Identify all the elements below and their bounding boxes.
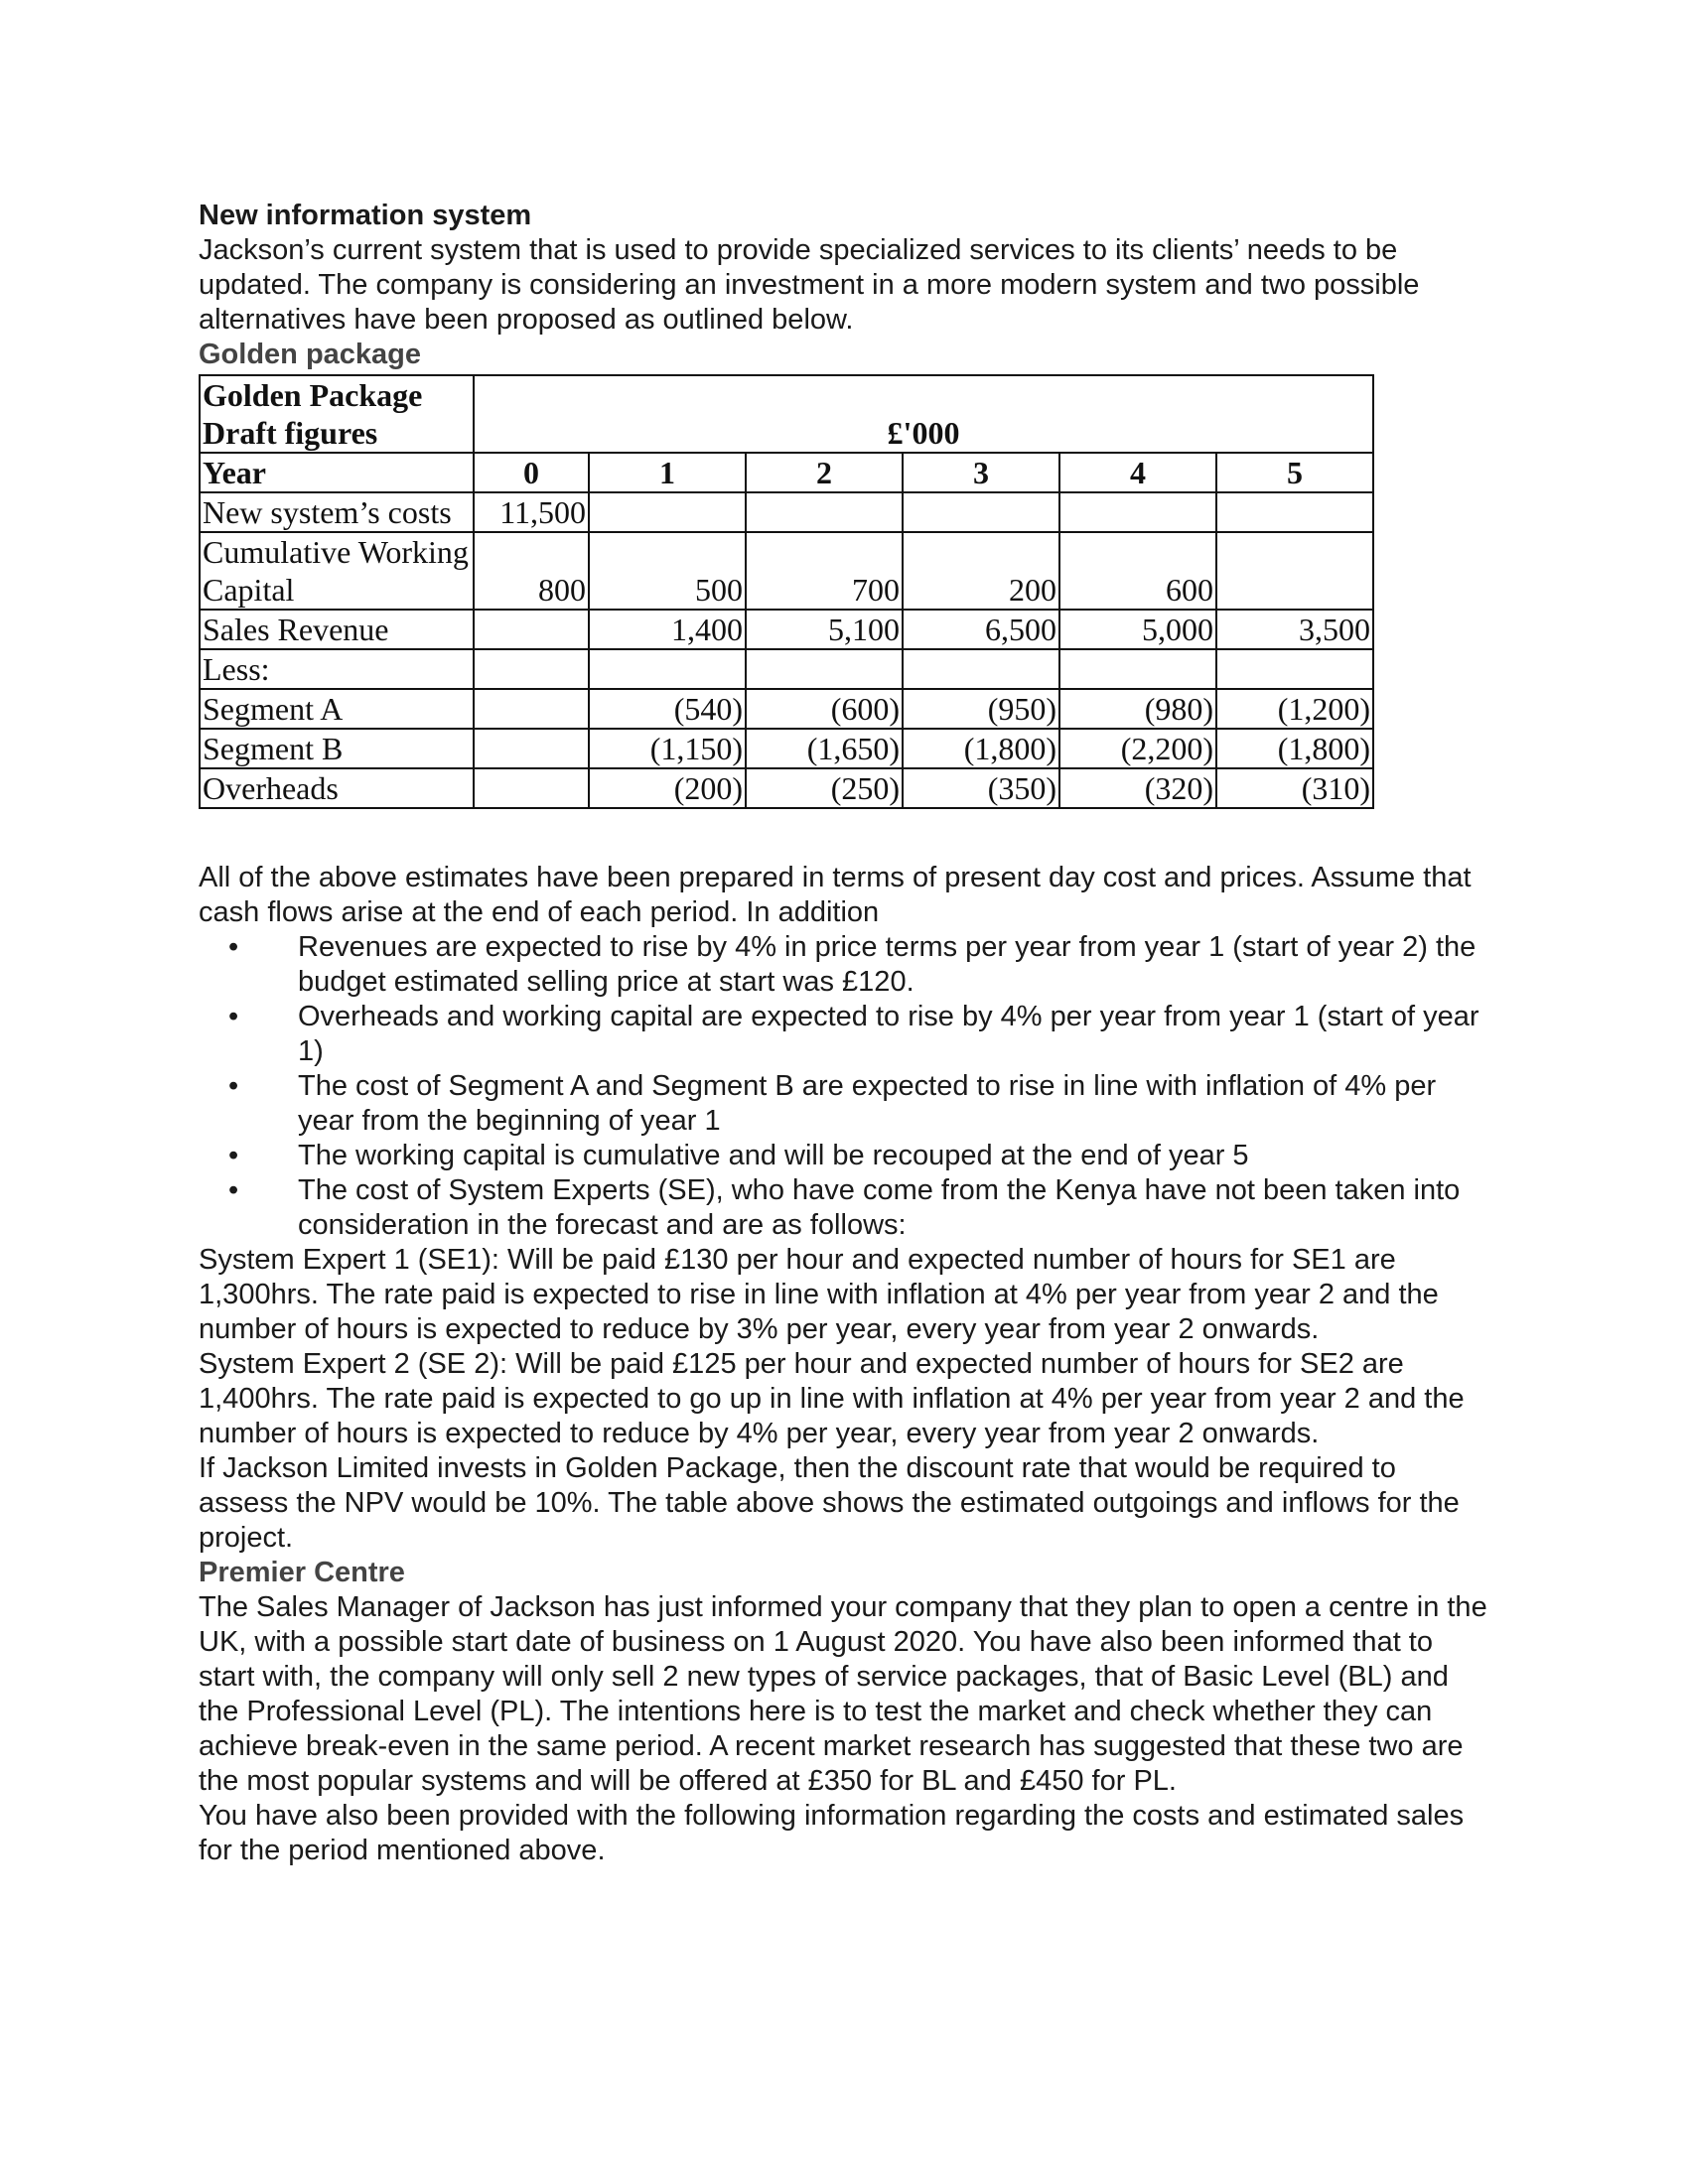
table-cell: 11,500: [474, 492, 589, 532]
se2-paragraph: System Expert 2 (SE 2): Will be paid £125 per hour and expected number of hours for SE2 are 1,400hrs. The rate paid is expected to go up in line with inflation at 4% per year from year 2 and the number of hours is expected to reduce by 4% per year, every year from year 2 onwards.: [199, 1348, 1465, 1449]
table-cell: [589, 649, 746, 689]
year-label: Year: [200, 453, 474, 492]
row-label: Segment A: [200, 689, 474, 729]
table-cell: 500: [589, 532, 746, 610]
table-cell: [474, 649, 589, 689]
table-row: [200, 649, 1373, 689]
table-title-line1: Golden Package: [203, 377, 423, 413]
table-cell: 3,500: [1216, 610, 1373, 649]
assumptions-list: [199, 930, 1489, 1243]
table-row: [200, 532, 1373, 610]
table-cell: (980): [1059, 689, 1216, 729]
list-item: • The working capital is cumulative and will be recouped at the end of year 5: [199, 1139, 1489, 1173]
table-row: [200, 492, 1373, 532]
table-row: [200, 689, 1373, 729]
table-cell: 600: [1059, 532, 1216, 610]
table-title-row: [200, 375, 1373, 453]
list-item: • The cost of Segment A and Segment B are expected to rise in line with inflation of 4% per year from the beginning of year 1: [199, 1069, 1489, 1139]
row-label: Segment B: [200, 729, 474, 768]
table-cell: (1,200): [1216, 689, 1373, 729]
table-cell: [903, 492, 1059, 532]
list-item: • Overheads and working capital are expected to rise by 4% per year from year 1 (start of year 1): [199, 1000, 1489, 1069]
table-cell: (600): [746, 689, 903, 729]
table-cell: (950): [903, 689, 1059, 729]
table-cell: (1,800): [903, 729, 1059, 768]
table-cell: [1216, 492, 1373, 532]
table-cell: [474, 689, 589, 729]
row-label: Sales Revenue: [200, 610, 474, 649]
table-cell: (1,650): [746, 729, 903, 768]
table-cell: [474, 768, 589, 808]
premier-centre-heading: Premier Centre: [199, 1557, 405, 1588]
table-cell: (200): [589, 768, 746, 808]
npv-paragraph: If Jackson Limited invests in Golden Package, then the discount rate that would be required to assess the NPV would be 10%. The table above shows the estimated outgoings and inflows for the project.: [199, 1452, 1460, 1554]
table-unit-cell: £'000: [474, 375, 1373, 453]
table-cell: [1059, 649, 1216, 689]
table-cell: (350): [903, 768, 1059, 808]
final-paragraph: You have also been provided with the following information regarding the costs and estimated sales for the period mentioned above.: [199, 1800, 1465, 1866]
table-row: [200, 729, 1373, 768]
table-cell: (1,800): [1216, 729, 1373, 768]
table-cell: [474, 729, 589, 768]
row-label: Less:: [200, 649, 474, 689]
table-cell: 700: [746, 532, 903, 610]
table-title-cell: [200, 375, 474, 453]
list-item: • Revenues are expected to rise by 4% in price terms per year from year 1 (start of year 2) the budget estimated selling price at start was £120.: [199, 930, 1489, 1000]
table-cell: [1216, 532, 1373, 610]
table-cell: [1216, 649, 1373, 689]
table-cell: (1,150): [589, 729, 746, 768]
table-cell: (320): [1059, 768, 1216, 808]
year-header: 1: [589, 453, 746, 492]
year-header: 5: [1216, 453, 1373, 492]
row-label: Cumulative Working Capital: [200, 532, 474, 610]
table-cell: 1,400: [589, 610, 746, 649]
table-cell: (310): [1216, 768, 1373, 808]
table-cell: [746, 492, 903, 532]
table-cell: (250): [746, 768, 903, 808]
year-header: 4: [1059, 453, 1216, 492]
table-cell: [1059, 492, 1216, 532]
table-cell: 200: [903, 532, 1059, 610]
table-cell: (2,200): [1059, 729, 1216, 768]
premier-paragraph: The Sales Manager of Jackson has just informed your company that they plan to open a centre in the UK, with a possible start date of business on 1 August 2020. You have also been informed that to start with, the company will only sell 2 new types of service packages, that of Basic Level (BL) and the Professional Level (PL). The intentions here is to test the market and check whether they can achieve break-even in the same period. A recent market research has suggested that these two are the most popular systems and will be offered at £350 for BL and £450 for PL.: [199, 1591, 1487, 1797]
intro-paragraph: Jackson’s current system that is used to provide specialized services to its clients’ needs to be updated. The company is considering an investment in a more modern system and two possible alternatives have been proposed as outlined below.: [199, 234, 1420, 336]
se1-paragraph: System Expert 1 (SE1): Will be paid £130 per hour and expected number of hours for SE1 are 1,300hrs. The rate paid is expected to rise in line with inflation at 4% per year from year 2 and the number of hours is expected to reduce by 3% per year, every year from year 2 onwards.: [199, 1244, 1439, 1345]
year-header: 2: [746, 453, 903, 492]
table-cell: [746, 649, 903, 689]
table-row: [200, 768, 1373, 808]
section-heading: New information system: [199, 200, 532, 231]
list-item: • The cost of System Experts (SE), who have come from the Kenya have not been taken into consideration in the forecast and are as follows:: [199, 1173, 1489, 1243]
golden-package-table: [199, 374, 1374, 809]
table-cell: 6,500: [903, 610, 1059, 649]
row-label: New system’s costs: [200, 492, 474, 532]
golden-package-heading: Golden package: [199, 339, 422, 370]
table-cell: (540): [589, 689, 746, 729]
document-page: [199, 199, 1489, 1868]
table-cell: 800: [474, 532, 589, 610]
table-cell: [903, 649, 1059, 689]
table-year-row: [200, 453, 1373, 492]
table-row: [200, 610, 1373, 649]
year-header: 3: [903, 453, 1059, 492]
row-label: Overheads: [200, 768, 474, 808]
table-cell: [589, 492, 746, 532]
table-title-line2: Draft figures: [203, 415, 378, 451]
estimates-paragraph: All of the above estimates have been prepared in terms of present day cost and prices. Assume that cash flows arise at the end of each period. In addition: [199, 862, 1472, 928]
table-cell: 5,000: [1059, 610, 1216, 649]
year-header: 0: [474, 453, 589, 492]
spacer: [199, 809, 1489, 861]
table-cell: 5,100: [746, 610, 903, 649]
table-cell: [474, 610, 589, 649]
